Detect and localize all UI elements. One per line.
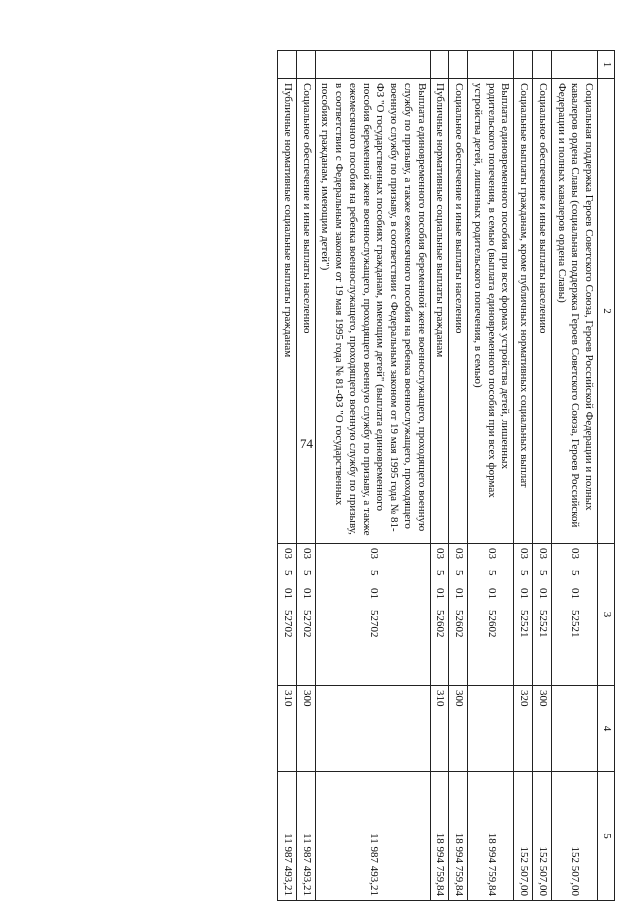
row-col-1 — [315, 51, 430, 79]
code-part: 5 — [569, 570, 582, 576]
code-part: 5 — [537, 570, 549, 576]
header-col-5: 5 — [598, 772, 615, 901]
row-col-1 — [468, 51, 514, 79]
code-part: 52521 — [537, 610, 549, 638]
code-part: 03 — [518, 548, 531, 559]
row-kvr: 310 — [430, 686, 449, 772]
code-part: 03 — [434, 548, 447, 559]
header-col-2: 2 — [598, 79, 615, 544]
row-sum: 152 507,00 — [533, 772, 552, 901]
code-part: 52702 — [300, 610, 313, 638]
row-col-1 — [533, 51, 552, 79]
code-part: 03 — [569, 548, 582, 559]
code-part: 52602 — [453, 610, 466, 638]
row-code — [552, 544, 598, 686]
table-row — [533, 51, 552, 901]
table-row — [449, 51, 468, 901]
code-part: 52702 — [367, 610, 380, 638]
code-part: 52602 — [434, 610, 447, 638]
row-sum: 11 987 493,21 — [278, 772, 297, 901]
code-part: 5 — [300, 570, 313, 576]
row-name: Публичные нормативные социальные выплаты гражданам — [430, 79, 449, 544]
table-body — [278, 51, 598, 901]
row-sum: 152 507,00 — [514, 772, 533, 901]
row-name: Выплата единовременного пособия при всех формах устройства детей, лишенных родительского попечения, в семью (выплата единовременного пособия при всех формах устройства детей, лишенных родительского попечения, в семью) — [468, 79, 514, 544]
code-part: 01 — [453, 588, 466, 599]
page-number: 74 — [300, 436, 313, 451]
code-part: 03 — [282, 548, 294, 559]
row-name: Социальное обеспечение и иные выплаты населению — [449, 79, 468, 544]
row-sum: 18 994 759,84 — [468, 772, 514, 901]
row-sum: 18 994 759,84 — [449, 772, 468, 901]
row-sum: 11 987 493,21 — [297, 772, 316, 901]
row-kvr — [552, 686, 598, 772]
code-part: 01 — [367, 588, 380, 599]
row-kvr — [468, 686, 514, 772]
table-row — [552, 51, 598, 901]
header-col-3: 3 — [598, 544, 615, 686]
row-kvr: 320 — [514, 686, 533, 772]
row-name: Социальное обеспечение и иные выплаты населению — [533, 79, 552, 544]
header-col-1: 1 — [598, 51, 615, 79]
code-part: 03 — [367, 548, 380, 559]
row-name: Социальное обеспечение и иные выплаты населению — [297, 79, 316, 544]
table-row — [278, 51, 297, 901]
code-part: 01 — [537, 588, 549, 599]
code-part: 01 — [282, 588, 294, 599]
code-part: 52602 — [485, 610, 498, 638]
code-part: 01 — [518, 588, 531, 599]
budget-table — [277, 50, 615, 901]
row-code — [468, 544, 514, 686]
row-code — [533, 544, 552, 686]
row-kvr — [315, 686, 430, 772]
code-part: 52521 — [518, 610, 531, 638]
row-name: Выплата единовременного пособия беременной жене военнослужащего, проходящего военную службу по призыву, а также ежемесячного пособия на ребенка военнослужащего, проходящего военную службу по призыву, в соответствии с Федеральным законом от 19 мая 1995 года № 81-ФЗ "О государственных пособиях гражданам, имеющим детей" (выплата единовременного пособия беременной жене военнослужащего, проходящего военную службу по призыву, а также ежемесячного пособия на ребенка военнослужащего, проходящего военную службу по призыву, в соответствии с Федеральным законом от 19 мая 1995 года № 81-ФЗ "О государственных пособиях гражданам, имеющим детей") — [315, 79, 430, 544]
header-row — [598, 51, 615, 901]
table-row — [514, 51, 533, 901]
code-part: 5 — [367, 570, 380, 576]
header-col-4: 4 — [598, 686, 615, 772]
row-sum: 18 994 759,84 — [430, 772, 449, 901]
code-part: 52521 — [569, 610, 582, 638]
table-row — [430, 51, 449, 901]
row-code — [297, 544, 316, 686]
row-kvr: 310 — [278, 686, 297, 772]
row-kvr: 300 — [533, 686, 552, 772]
code-part: 01 — [300, 588, 313, 599]
row-code — [430, 544, 449, 686]
row-kvr: 300 — [449, 686, 468, 772]
code-part: 52702 — [282, 610, 294, 638]
row-code — [514, 544, 533, 686]
row-col-1 — [449, 51, 468, 79]
code-part: 03 — [537, 548, 549, 559]
row-col-1 — [297, 51, 316, 79]
code-part: 5 — [282, 570, 294, 576]
code-part: 5 — [518, 570, 531, 576]
code-part: 5 — [485, 570, 498, 576]
row-code — [278, 544, 297, 686]
code-part: 03 — [485, 548, 498, 559]
table-row — [468, 51, 514, 901]
code-part: 01 — [569, 588, 582, 599]
row-kvr: 300 — [297, 686, 316, 772]
row-col-1 — [430, 51, 449, 79]
row-col-1 — [278, 51, 297, 79]
table-row — [315, 51, 430, 901]
row-col-1 — [514, 51, 533, 79]
row-name: Публичные нормативные социальные выплаты гражданам — [278, 79, 297, 544]
row-code — [449, 544, 468, 686]
rotated-table-container — [65, 50, 615, 900]
code-part: 01 — [434, 588, 447, 599]
code-part: 03 — [300, 548, 313, 559]
row-name: Социальная поддержка Героев Советского Союза, Героев Российской Федерации и полных кавалеров ордена Славы (социальная поддержка Героев Советского Союза, Героев Российской Федерации и полных кавалеров ордена Славы) — [552, 79, 598, 544]
code-part: 5 — [453, 570, 466, 576]
code-part: 5 — [434, 570, 447, 576]
row-name: Социальные выплаты гражданам, кроме публичных нормативных социальных выплат — [514, 79, 533, 544]
code-part: 03 — [453, 548, 466, 559]
row-sum: 11 987 493,21 — [315, 772, 430, 901]
row-col-1 — [552, 51, 598, 79]
row-sum: 152 507,00 — [552, 772, 598, 901]
row-code — [315, 544, 430, 686]
code-part: 01 — [485, 588, 498, 599]
table-row — [297, 51, 316, 901]
